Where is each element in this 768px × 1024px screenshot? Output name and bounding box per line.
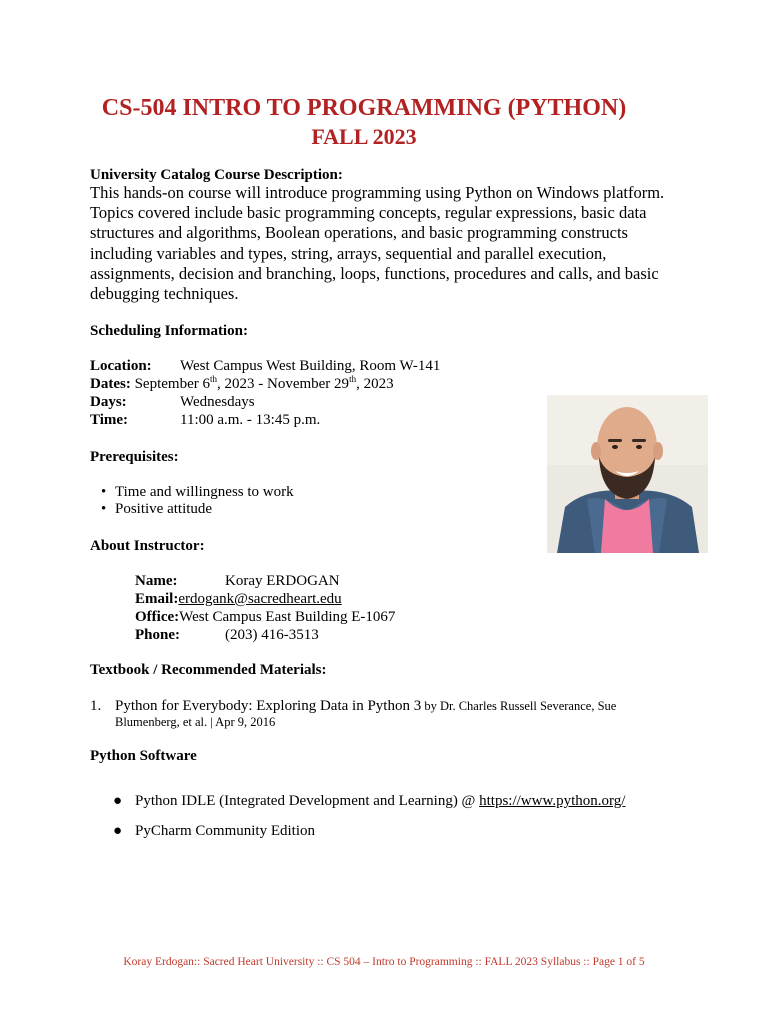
time-row — [90, 411, 320, 429]
instructor-photo — [547, 395, 708, 553]
bullet-icon: • — [101, 484, 107, 500]
dates-start: September 6 — [134, 376, 210, 392]
bullet-icon: ● — [113, 793, 123, 809]
location-value: West Campus West Building, Room W-141 — [180, 358, 441, 374]
location-label: Location: — [90, 358, 152, 374]
prereq-item — [101, 483, 294, 501]
document-title: CS-504 INTRO TO PROGRAMMING (PYTHON) — [101, 95, 627, 121]
instructor-office-row — [135, 608, 395, 626]
dates-end-sup: th — [349, 374, 357, 384]
instructor-heading: About Instructor: — [90, 538, 205, 554]
scheduling-heading: Scheduling Information: — [90, 323, 248, 339]
catalog-heading: University Catalog Course Description: — [90, 167, 343, 183]
prereq-item-text: Time and willingness to work — [115, 484, 294, 500]
prereq-item — [101, 500, 212, 518]
bullet-icon: ● — [113, 823, 123, 839]
document-subtitle-term: FALL 2023 — [311, 124, 417, 149]
instructor-office-label: Office: — [135, 609, 180, 625]
days-row — [90, 393, 255, 411]
time-value: 11:00 a.m. - 13:45 p.m. — [180, 412, 321, 428]
instructor-phone-label: Phone: — [135, 627, 180, 643]
location-row — [90, 357, 440, 375]
instructor-phone-row — [135, 626, 319, 644]
dates-start-sup: th — [209, 374, 217, 384]
instructor-name-value: Koray ERDOGAN — [225, 573, 340, 589]
software-item — [113, 822, 315, 840]
textbook-authors: by Dr. Charles Russell Severance, Sue — [421, 699, 617, 713]
software-item-text: PyCharm Community Edition — [135, 823, 316, 839]
days-value: Wednesdays — [180, 394, 255, 410]
instructor-email-row — [135, 590, 342, 608]
software-item-text: Python IDLE (Integrated Development and Learning) @ — [135, 793, 480, 809]
instructor-name-label: Name: — [135, 573, 178, 589]
bullet-icon: • — [101, 501, 107, 517]
instructor-email-label: Email: — [135, 591, 179, 607]
instructor-phone-value: (203) 416-3513 — [225, 627, 319, 643]
textbook-authors-cont: Blumenberg, et al. | Apr 9, 2016 — [115, 715, 276, 729]
prereq-item-text: Positive attitude — [115, 501, 213, 517]
textbook-item-number: 1. — [90, 698, 102, 714]
dates-label: Dates: — [90, 376, 131, 392]
catalog-description: This hands-on course will introduce programming using Python on Windows platform. Topics covered include basic programming concepts, regular expressions, basic data structures and algorithms, Boolean operations, and basic programming constructs including variables and types, string, arrays, sequential and parallel execution, assignments, decision and branching, loops, functions, procedures and calls, and basic debugging techniques. — [90, 183, 665, 304]
textbook-title: Python for Everybody: Exploring Data in Python 3 — [115, 698, 422, 714]
page-footer: Koray Erdogan:: Sacred Heart University :: CS 504 – Intro to Programming :: FALL 2023 Syllabus :: Page 1 of 5 — [123, 956, 645, 968]
days-label: Days: — [90, 394, 127, 410]
dates-row — [90, 375, 394, 393]
textbook-heading: Textbook / Recommended Materials: — [90, 662, 327, 678]
time-label: Time: — [90, 412, 129, 428]
dates-sep: , 2023 - November 29 — [217, 376, 350, 392]
software-item — [113, 792, 625, 810]
software-heading: Python Software — [90, 748, 197, 764]
prerequisites-heading: Prerequisites: — [90, 449, 179, 465]
dates-end: , 2023 — [356, 376, 394, 392]
instructor-name-row — [135, 572, 340, 590]
instructor-email-link[interactable]: erdogank@sacredheart.edu — [178, 591, 342, 607]
python-org-link[interactable]: https://www.python.org/ — [479, 793, 626, 809]
instructor-office-value: West Campus East Building E-1067 — [179, 609, 396, 625]
